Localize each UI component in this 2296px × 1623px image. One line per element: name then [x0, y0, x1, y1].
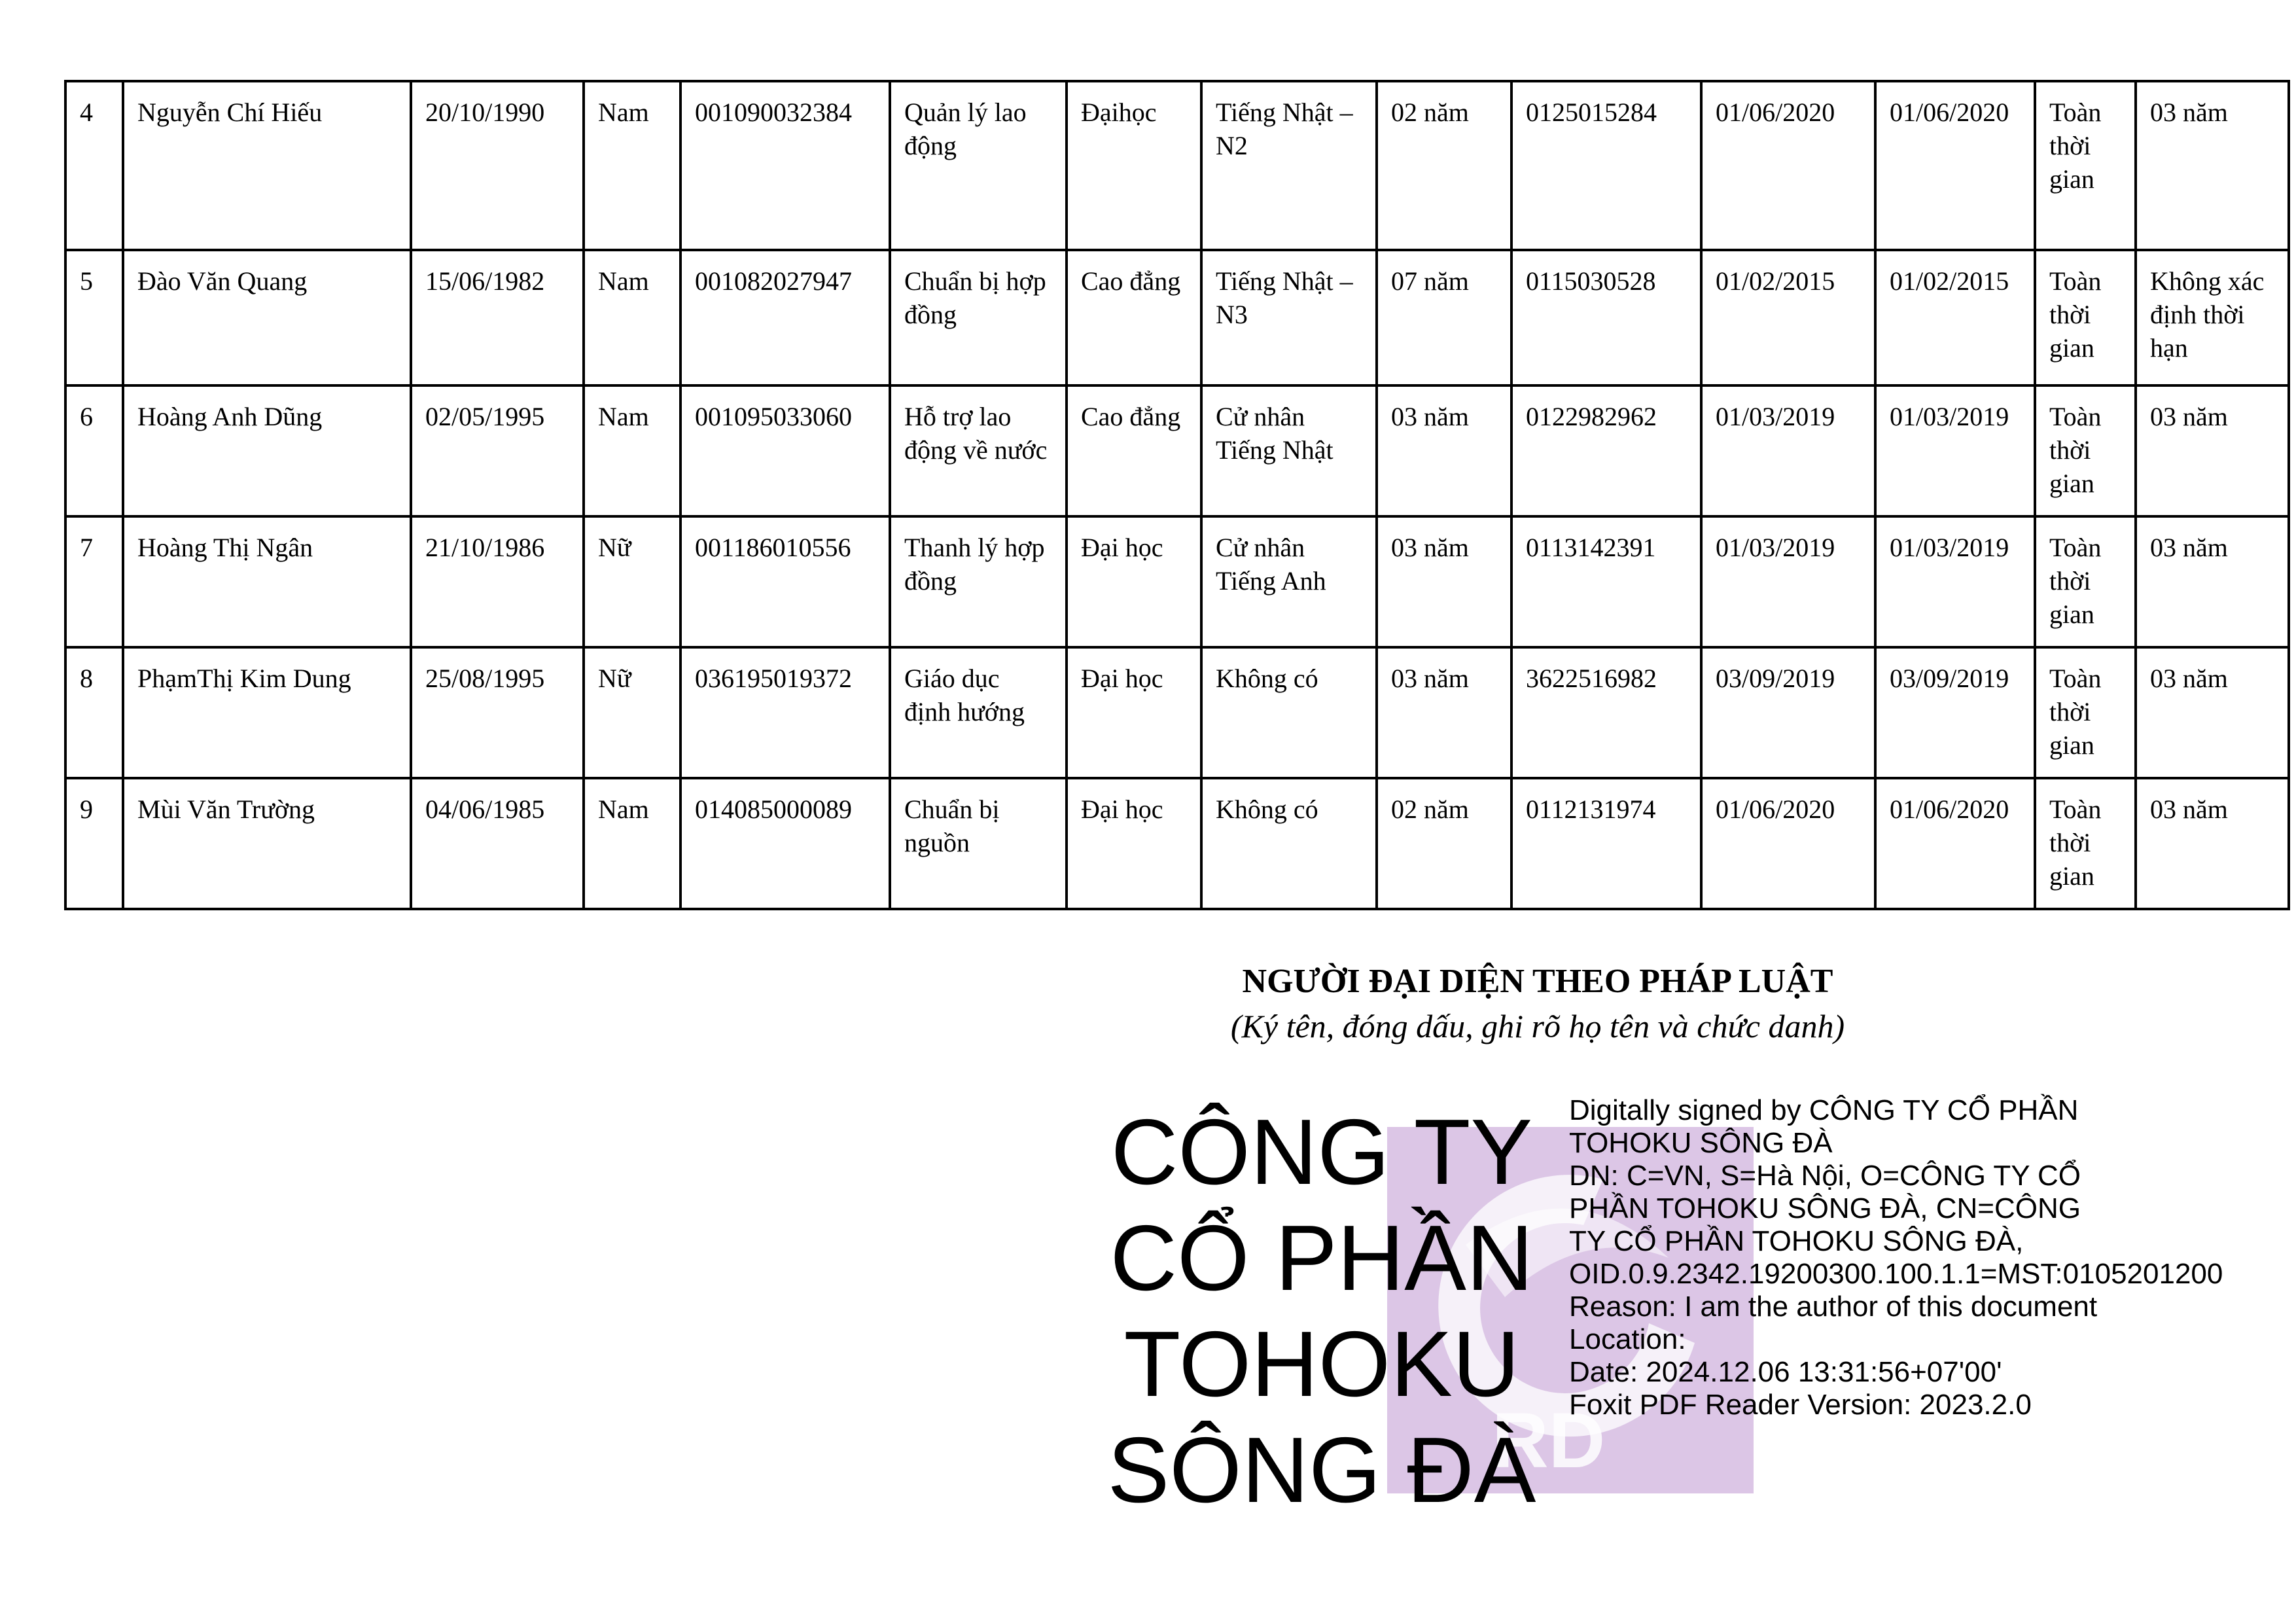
- cell-start-date: 01/06/2020: [1701, 778, 1875, 909]
- cell-id-number: 036195019372: [680, 647, 890, 778]
- staff-table-body: [65, 81, 2289, 909]
- cell-work-type: Toàn thời gian: [2035, 647, 2136, 778]
- cell-full-name: Nguyễn Chí Hiếu: [123, 81, 411, 250]
- cell-row-number: 6: [65, 385, 123, 516]
- table-row: [65, 250, 2289, 385]
- cell-language-skill: Tiếng Nhật – N3: [1201, 250, 1377, 385]
- cell-job-position: Chuẩn bị hợp đồng: [890, 250, 1067, 385]
- cell-language-skill: Cử nhân Tiếng Nhật: [1201, 385, 1377, 516]
- cell-experience: 03 năm: [1377, 647, 1511, 778]
- cell-insurance-number: 0113142391: [1511, 516, 1701, 647]
- cell-work-type: Toàn thời gian: [2035, 778, 2136, 909]
- cell-insurance-number: 0125015284: [1511, 81, 1701, 250]
- cell-contract-date: 01/06/2020: [1875, 81, 2035, 250]
- cell-contract-term: 03 năm: [2136, 778, 2289, 909]
- cell-gender: Nữ: [584, 516, 680, 647]
- cell-row-number: 5: [65, 250, 123, 385]
- cell-date-of-birth: 25/08/1995: [411, 647, 584, 778]
- cell-full-name: Hoàng Anh Dũng: [123, 385, 411, 516]
- cell-date-of-birth: 15/06/1982: [411, 250, 584, 385]
- cell-education-level: Cao đẳng: [1067, 385, 1201, 516]
- cell-language-skill: Không có: [1201, 647, 1377, 778]
- cell-date-of-birth: 02/05/1995: [411, 385, 584, 516]
- cell-job-position: Chuẩn bị nguồn: [890, 778, 1067, 909]
- cell-contract-date: 01/03/2019: [1875, 385, 2035, 516]
- table-row: [65, 647, 2289, 778]
- cell-experience: 02 năm: [1377, 81, 1511, 250]
- cell-full-name: Hoàng Thị Ngân: [123, 516, 411, 647]
- cell-contract-date: 01/06/2020: [1875, 778, 2035, 909]
- table-row: [65, 385, 2289, 516]
- cell-education-level: Đạihọc: [1067, 81, 1201, 250]
- cell-work-type: Toàn thời gian: [2035, 250, 2136, 385]
- cell-gender: Nữ: [584, 647, 680, 778]
- table-row: [65, 516, 2289, 647]
- seal-text: RD: [1492, 1397, 1606, 1484]
- cell-gender: Nam: [584, 81, 680, 250]
- cell-education-level: Đại học: [1067, 778, 1201, 909]
- cell-id-number: 001090032384: [680, 81, 890, 250]
- representative-title: NGƯỜI ĐẠI DIỆN THEO PHÁP LUẬT: [1242, 963, 1833, 1000]
- cell-start-date: 01/02/2015: [1701, 250, 1875, 385]
- cell-id-number: 001186010556: [680, 516, 890, 647]
- cell-contract-date: 03/09/2019: [1875, 647, 2035, 778]
- cell-education-level: Đại học: [1067, 516, 1201, 647]
- cell-work-type: Toàn thời gian: [2035, 516, 2136, 647]
- signer-company-name: CÔNG TY CỔ PHẦN TOHOKU SÔNG ĐÀ: [1107, 1100, 1536, 1522]
- cell-experience: 03 năm: [1377, 385, 1511, 516]
- cell-date-of-birth: 21/10/1986: [411, 516, 584, 647]
- cell-contract-term: 03 năm: [2136, 81, 2289, 250]
- cell-job-position: Giáo dục định hướng: [890, 647, 1067, 778]
- cell-contract-term: 03 năm: [2136, 647, 2289, 778]
- representative-instruction: (Ký tên, đóng dấu, ghi rõ họ tên và chức danh): [1230, 1008, 1845, 1044]
- cell-experience: 07 năm: [1377, 250, 1511, 385]
- cell-gender: Nam: [584, 385, 680, 516]
- cell-gender: Nam: [584, 778, 680, 909]
- cell-language-skill: Không có: [1201, 778, 1377, 909]
- cell-contract-date: 01/02/2015: [1875, 250, 2035, 385]
- cell-experience: 03 năm: [1377, 516, 1511, 647]
- cell-contract-term: 03 năm: [2136, 385, 2289, 516]
- cell-education-level: Cao đẳng: [1067, 250, 1201, 385]
- cell-row-number: 7: [65, 516, 123, 647]
- cell-start-date: 03/09/2019: [1701, 647, 1875, 778]
- cell-work-type: Toàn thời gian: [2035, 385, 2136, 516]
- cell-date-of-birth: 04/06/1985: [411, 778, 584, 909]
- cell-insurance-number: 0122982962: [1511, 385, 1701, 516]
- cell-contract-term: 03 năm: [2136, 516, 2289, 647]
- cell-id-number: 014085000089: [680, 778, 890, 909]
- cell-id-number: 001082027947: [680, 250, 890, 385]
- cell-full-name: Đào Văn Quang: [123, 250, 411, 385]
- cell-job-position: Quản lý lao động: [890, 81, 1067, 250]
- cell-full-name: Mùi Văn Trường: [123, 778, 411, 909]
- cell-start-date: 01/03/2019: [1701, 385, 1875, 516]
- cell-insurance-number: 3622516982: [1511, 647, 1701, 778]
- cell-job-position: Thanh lý hợp đồng: [890, 516, 1067, 647]
- cell-education-level: Đại học: [1067, 647, 1201, 778]
- cell-id-number: 001095033060: [680, 385, 890, 516]
- cell-language-skill: Cử nhân Tiếng Anh: [1201, 516, 1377, 647]
- cell-work-type: Toàn thời gian: [2035, 81, 2136, 250]
- cell-date-of-birth: 20/10/1990: [411, 81, 584, 250]
- cell-contract-date: 01/03/2019: [1875, 516, 2035, 647]
- cell-insurance-number: 0112131974: [1511, 778, 1701, 909]
- cell-full-name: PhạmThị Kim Dung: [123, 647, 411, 778]
- table-row: [65, 778, 2289, 909]
- cell-start-date: 01/06/2020: [1701, 81, 1875, 250]
- cell-contract-term: Không xác định thời hạn: [2136, 250, 2289, 385]
- cell-start-date: 01/03/2019: [1701, 516, 1875, 647]
- cell-language-skill: Tiếng Nhật – N2: [1201, 81, 1377, 250]
- cell-experience: 02 năm: [1377, 778, 1511, 909]
- cell-row-number: 4: [65, 81, 123, 250]
- table-row: [65, 81, 2289, 250]
- cell-row-number: 9: [65, 778, 123, 909]
- cell-gender: Nam: [584, 250, 680, 385]
- cell-insurance-number: 0115030528: [1511, 250, 1701, 385]
- staff-table: [64, 80, 2290, 910]
- digital-signature-details: Digitally signed by CÔNG TY CỔ PHẦN TOHOKU SÔNG ĐÀ DN: C=VN, S=Hà Nội, O=CÔNG TY CỔ PHẦN TOHOKU SÔNG ĐÀ, CN=CÔNG TY CỔ PHẦN TOHOKU SÔNG ĐÀ, OID.0.9.2342.19200300.100.1.1=MST:0105201200 Reason: I am the author of this document Location: Date: 2024.12.06 13:31:56+07'00' Foxit PDF Reader Version: 2023.2.0: [1569, 1094, 2223, 1421]
- cell-job-position: Hỗ trợ lao động về nước: [890, 385, 1067, 516]
- cell-row-number: 8: [65, 647, 123, 778]
